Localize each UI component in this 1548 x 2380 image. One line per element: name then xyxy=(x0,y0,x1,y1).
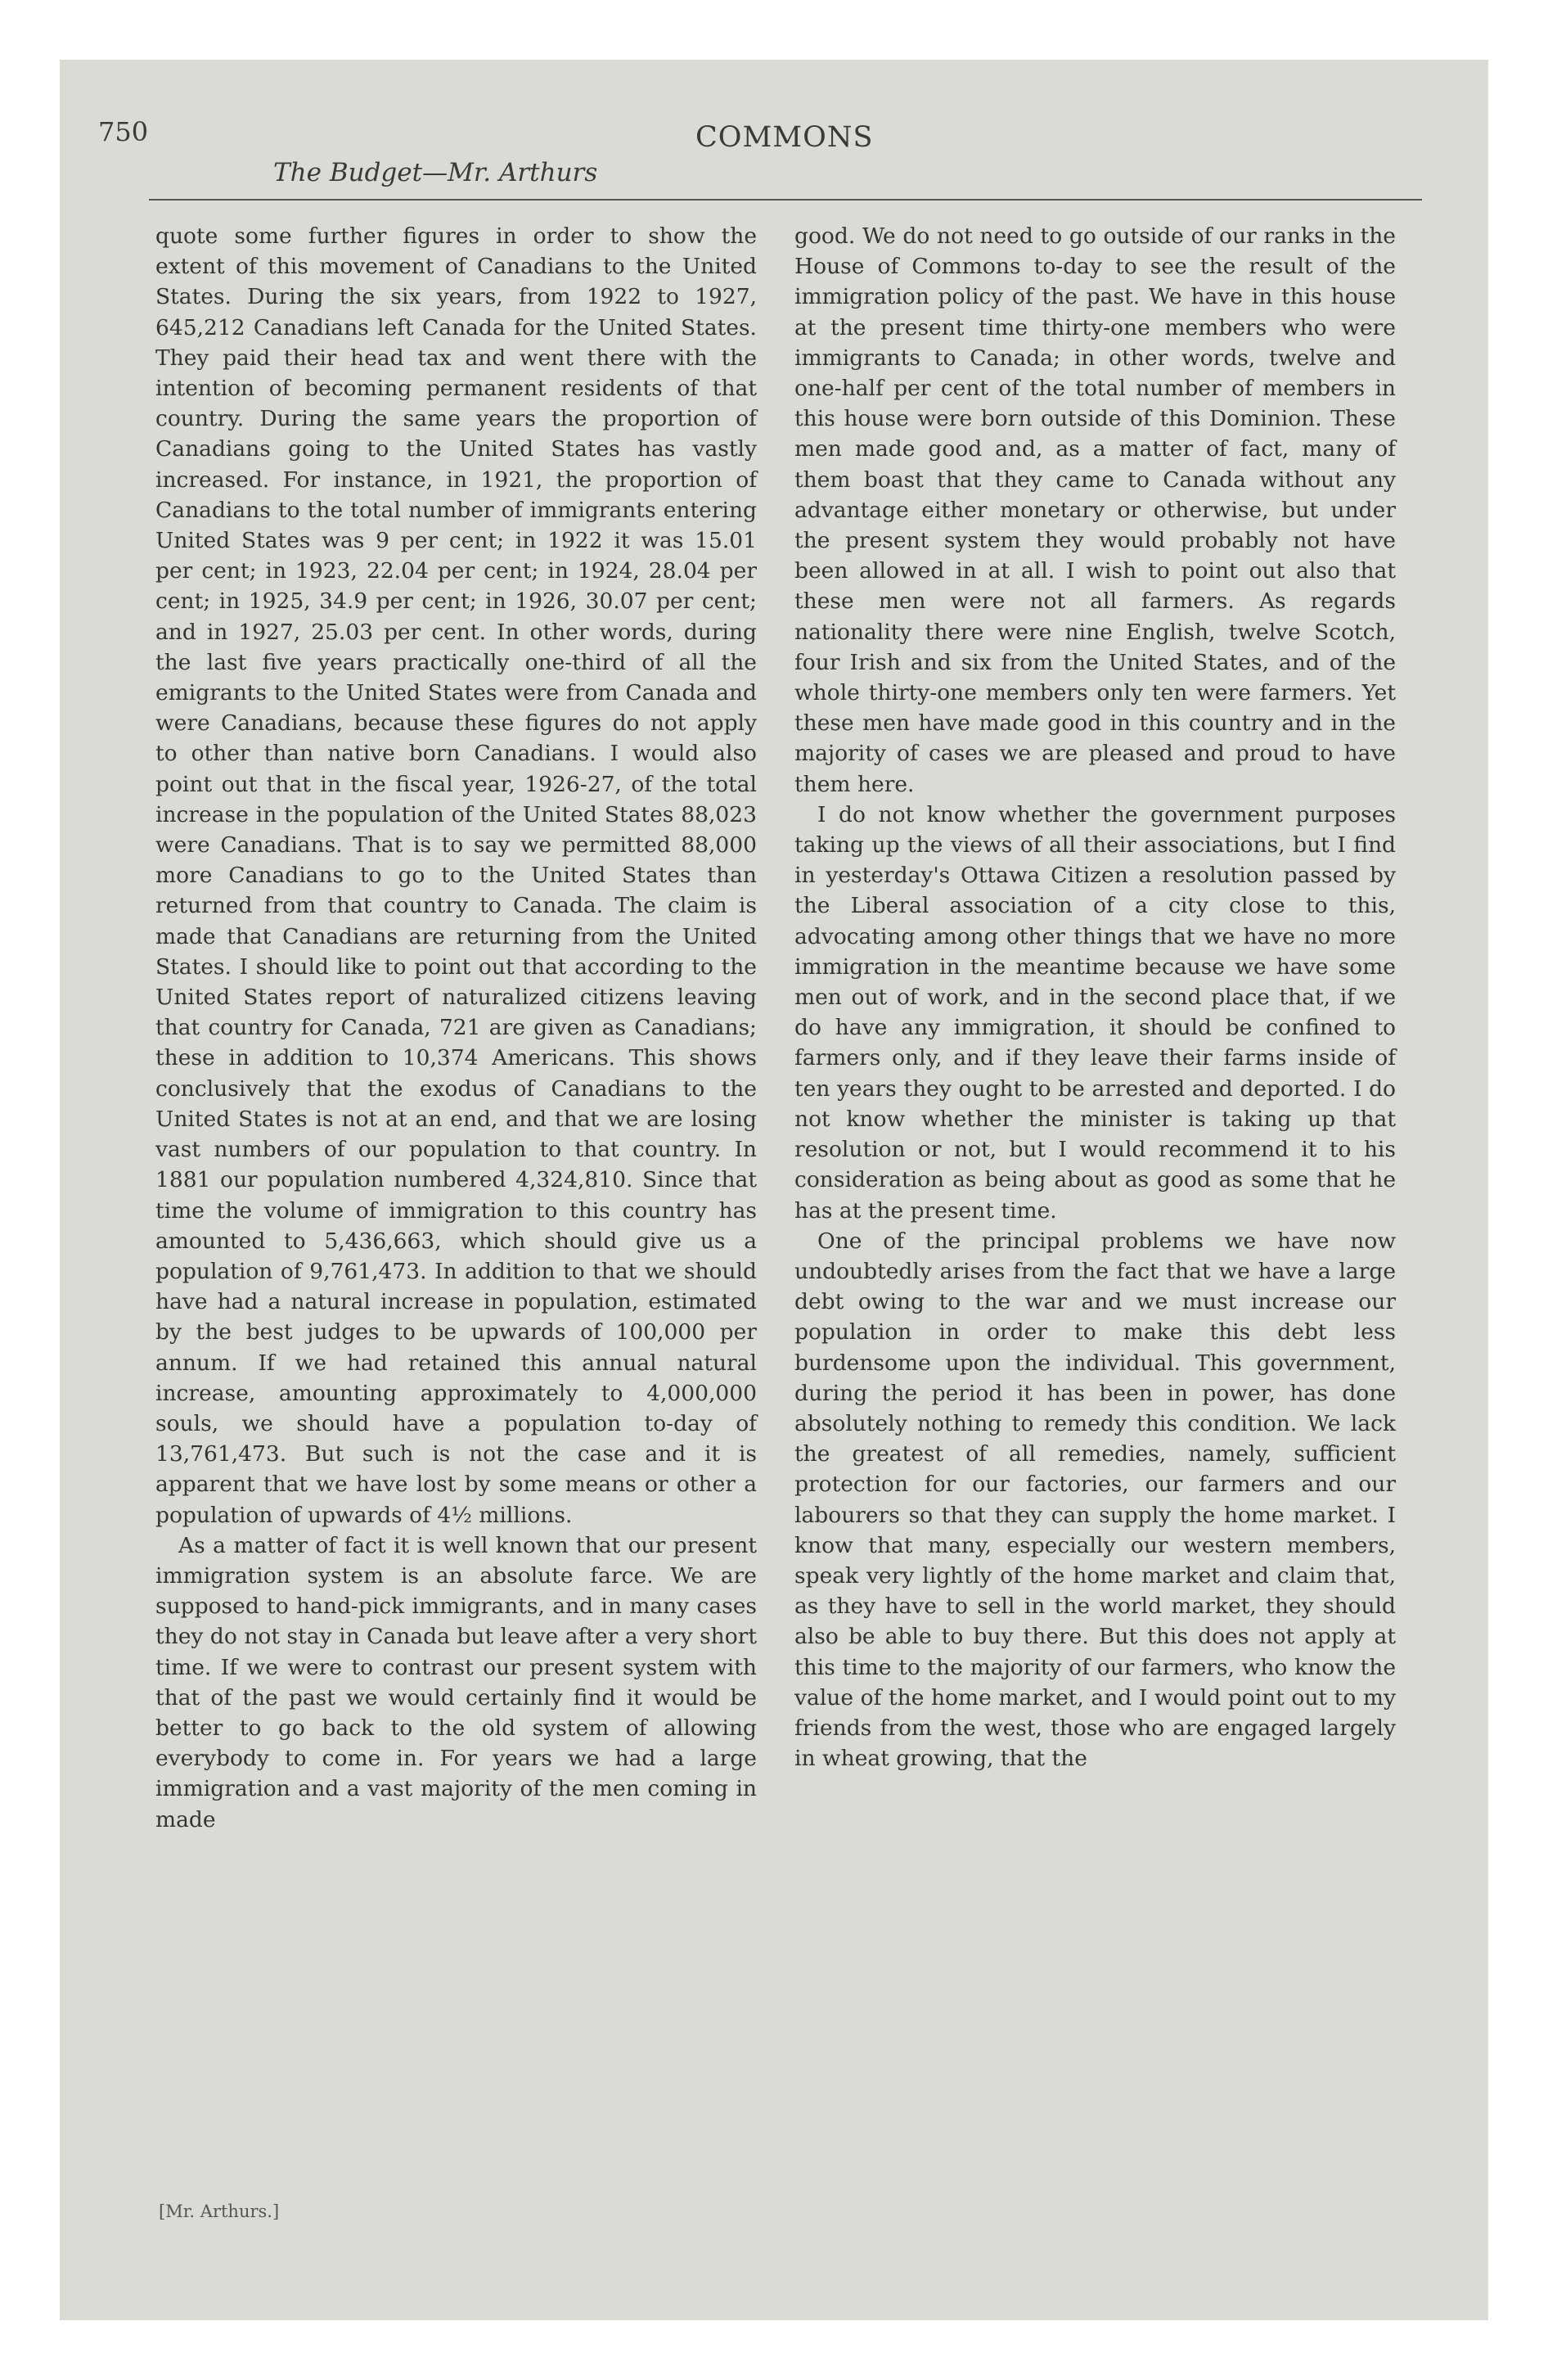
header-rule xyxy=(149,199,1422,201)
running-head: The Budget—Mr. Arthurs xyxy=(273,158,598,187)
speaker-footnote: [Mr. Arthurs.] xyxy=(159,2202,280,2221)
right-paragraph-2: I do not know whether the government purposes taking up the views of all their associations, but I find in yesterday's Ottawa Citizen a resolution passed by the Liberal association of a city close to this, advocating among other things that we have no more immigration in the meantime because we have some men out of work, and in the second place that, if we do have any immigration, it should be confined to farmers only, and if they leave their farms inside of ten years they ought to be arrested and deported. I do not know whether the minister is taking up that resolution or not, but I would recommend it to his consideration as being about as good as some that he has at the present time. xyxy=(794,801,1396,1224)
right-paragraph-3: One of the principal problems we have now undoubtedly arises from the fact that we have a large debt owing to the war and we must increase our population in order to make this debt less burdensome upon the individual. This government, during the period it has been in power, has done absolutely nothing to remedy this condition. We lack the greatest of all remedies, namely, sufficient protection for our factories, our farmers and our labourers so that they can supply the home market. I know that many, especially our western members, speak very lightly of the home market and claim that, as they have to sell in the world market, they should also be able to buy there. But this does not apply at this time to the majority of our farmers, who know the value of the home market, and I would point out to my friends from the west, those who are engaged largely in wheat growing, that the xyxy=(794,1228,1396,1772)
section-title: COMMONS xyxy=(695,121,874,154)
page-number: 750 xyxy=(98,116,149,147)
left-paragraph-2: As a matter of fact it is well known that our present immigration system is an absolute farce. We are supposed to hand-pick immigrants, and in many cases they do not stay in Canada but leave after a very short time. If we were to contrast our present system with that of the past we would certainly find it would be better to go back to the old system of allowing everybody to come in. For years we had a large immigration and a vast majority of the men coming in made xyxy=(155,1532,757,1832)
right-column xyxy=(794,221,1396,1774)
left-paragraph-1: quote some further figures in order to show the extent of this movement of Canadians to the United States. During the six years, from 1922 to 1927, 645,212 Canadians left Canada for the United States. They paid their head tax and went there with the intention of becoming permanent residents of that country. During the same years the proportion of Canadians going to the United States has vastly increased. For instance, in 1921, the proportion of Canadians to the total number of immigrants entering United States was 9 per cent; in 1922 it was 15.01 per cent; in 1923, 22.04 per cent; in 1924, 28.04 per cent; in 1925, 34.9 per cent; in 1926, 30.07 per cent; and in 1927, 25.03 per cent. In other words, during the last five years practically one-third of all the emigrants to the United States were from Canada and were Canadians, because these figures do not apply to other than native born Canadians. I would also point out that in the fiscal year, 1926-27, of the total increase in the population of the United States 88,023 were Canadians. That is to say we permitted 88,000 more Canadians to go to the United States than returned from that country to Canada. The claim is made that Canadians are returning from the United States. I should like to point out that according to the United States report of naturalized citizens leaving that country for Canada, 721 are given as Canadians; these in addition to 10,374 Americans. This shows conclusively that the exodus of Canadians to the United States is not at an end, and that we are losing vast numbers of our population to that country. In 1881 our population numbered 4,324,810. Since that time the volume of immigration to this country has amounted to 5,436,663, which should give us a population of 9,761,473. In addition to that we should have had a natural increase in population, estimated by the best judges to be upwards of 100,000 per annum. If we had retained this annual natural increase, amounting approximately to 4,000,000 souls, we should have a population to-day of 13,761,473. But such is not the case and it is apparent that we have lost by some means or other a population of upwards of 4½ millions. xyxy=(155,223,757,1528)
right-paragraph-1: good. We do not need to go outside of our ranks in the House of Commons to-day to see the result of the immigration policy of the past. We have in this house at the present time thirty-one members who were immigrants to Canada; in other words, twelve and one-half per cent of the total number of members in this house were born outside of this Dominion. These men made good and, as a matter of fact, many of them boast that they came to Canada without any advantage either monetary or otherwise, but under the present system they would probably not have been allowed in at all. I wish to point out also that these men were not all farmers. As regards nationality there were nine English, twelve Scotch, four Irish and six from the United States, and of the whole thirty-one members only ten were farmers. Yet these men have made good in this country and in the majority of cases we are pleased and proud to have them here. xyxy=(794,223,1396,797)
left-column xyxy=(155,221,757,1835)
